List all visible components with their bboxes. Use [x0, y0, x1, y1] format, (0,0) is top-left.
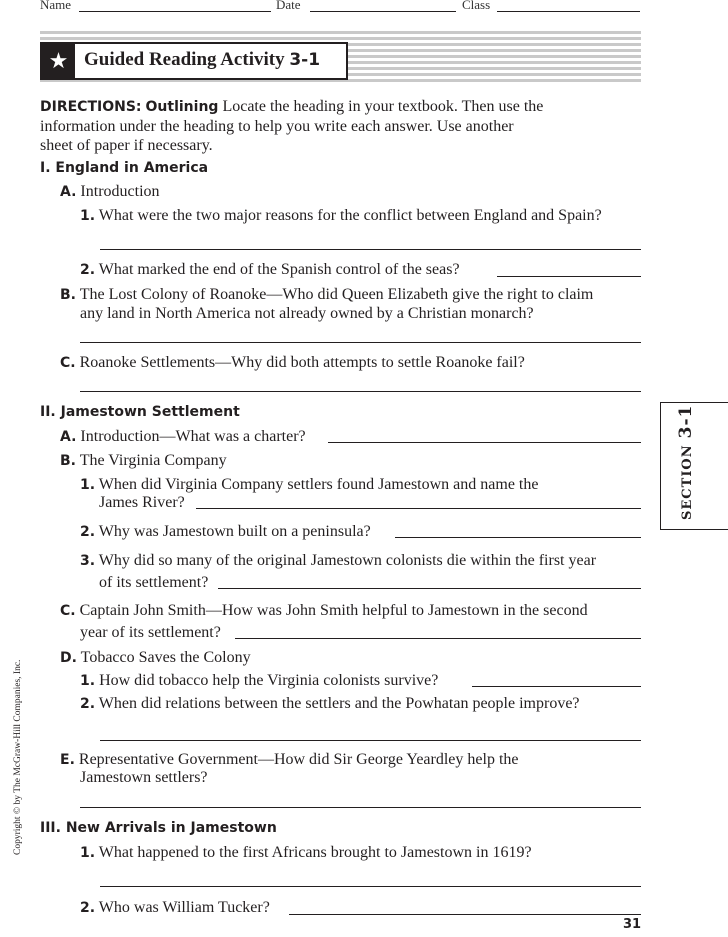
item-2b: B. The Virginia Company — [60, 452, 227, 469]
class-label: Class — [462, 0, 491, 12]
question-2b1-line-2: James River? — [99, 494, 185, 511]
directions-line-3: sheet of paper if necessary. — [40, 137, 213, 154]
section-heading-jamestown: II. Jamestown Settlement — [40, 404, 240, 420]
question-2b3-line-2: of its settlement? — [99, 574, 209, 591]
question-2b3-line-1: 3. Why did so many of the original Jamestown colonists die within the first year — [80, 552, 597, 569]
answer-line-2c[interactable] — [235, 638, 641, 639]
directions-label: DIRECTIONS: — [40, 99, 142, 115]
question-2e-line-1: E. Representative Government—How did Sir George Yeardley help the — [60, 751, 519, 768]
section-heading-england: I. England in America — [40, 160, 209, 176]
date-label: Date — [276, 0, 301, 12]
page-title: Guided Reading Activity 3-1 — [84, 49, 321, 70]
answer-line-2b3[interactable] — [218, 588, 641, 589]
question-1c: C. Roanoke Settlements—Why did both attempts to settle Roanoke fail? — [60, 354, 525, 371]
question-1a2: 2. What marked the end of the Spanish control of the seas? — [80, 261, 460, 278]
question-2b2: 2. Why was Jamestown built on a peninsula? — [80, 523, 371, 540]
star-icon: ★ — [42, 44, 75, 78]
question-2e-line-2: Jamestown settlers? — [80, 769, 208, 786]
copyright-notice: Copyright © by The McGraw-Hill Companies, Inc. — [13, 659, 23, 855]
question-3-2: 2. Who was William Tucker? — [80, 899, 270, 916]
section-side-tab-label: SECTION3-1 — [676, 404, 696, 520]
name-label: Name — [40, 0, 72, 12]
class-field[interactable] — [497, 11, 640, 12]
answer-line-2d2[interactable] — [100, 740, 641, 741]
section-heading-new-arrivals: III. New Arrivals in Jamestown — [40, 820, 277, 836]
question-2a: A. Introduction—What was a charter? — [60, 428, 306, 445]
answer-line-2d1[interactable] — [472, 686, 641, 687]
answer-line-1a2[interactable] — [497, 276, 641, 277]
answer-line-2b1[interactable] — [196, 508, 641, 509]
answer-line-2e[interactable] — [80, 807, 641, 808]
directions-line-1: DIRECTIONS: Outlining Locate the heading in your textbook. Then use the — [40, 98, 544, 115]
question-3-1: 1. What happened to the first Africans brought to Jamestown in 1619? — [80, 844, 532, 861]
question-1a1: 1. What were the two major reasons for the conflict between England and Spain? — [80, 207, 602, 224]
item-1a: A. Introduction — [60, 183, 160, 200]
question-2b1-line-1: 1. When did Virginia Company settlers found Jamestown and name the — [80, 476, 539, 493]
answer-line-2b2[interactable] — [395, 537, 641, 538]
answer-line-1a1[interactable] — [100, 249, 641, 250]
question-2c-line-1: C. Captain John Smith—How was John Smith helpful to Jamestown in the second — [60, 602, 588, 619]
directions-line-2: information under the heading to help you write each answer. Use another — [40, 118, 514, 135]
answer-line-3-1[interactable] — [100, 886, 641, 887]
page-number: 31 — [623, 917, 642, 932]
question-2d2: 2. When did relations between the settlers and the Powhatan people improve? — [80, 695, 580, 712]
title-box — [40, 42, 348, 80]
answer-line-3-2[interactable] — [289, 914, 641, 915]
question-1b-line-1: B. The Lost Colony of Roanoke—Who did Queen Elizabeth give the right to claim — [60, 286, 594, 303]
item-2d: D. Tobacco Saves the Colony — [60, 649, 251, 666]
name-field[interactable] — [79, 11, 271, 12]
date-field[interactable] — [310, 11, 456, 12]
question-2d1: 1. How did tobacco help the Virginia colonists survive? — [80, 672, 439, 689]
answer-line-2a[interactable] — [328, 442, 641, 443]
question-1b-line-2: any land in North America not already owned by a Christian monarch? — [80, 305, 534, 322]
answer-line-1b[interactable] — [80, 342, 641, 343]
question-2c-line-2: year of its settlement? — [80, 624, 221, 641]
answer-line-1c[interactable] — [80, 391, 641, 392]
